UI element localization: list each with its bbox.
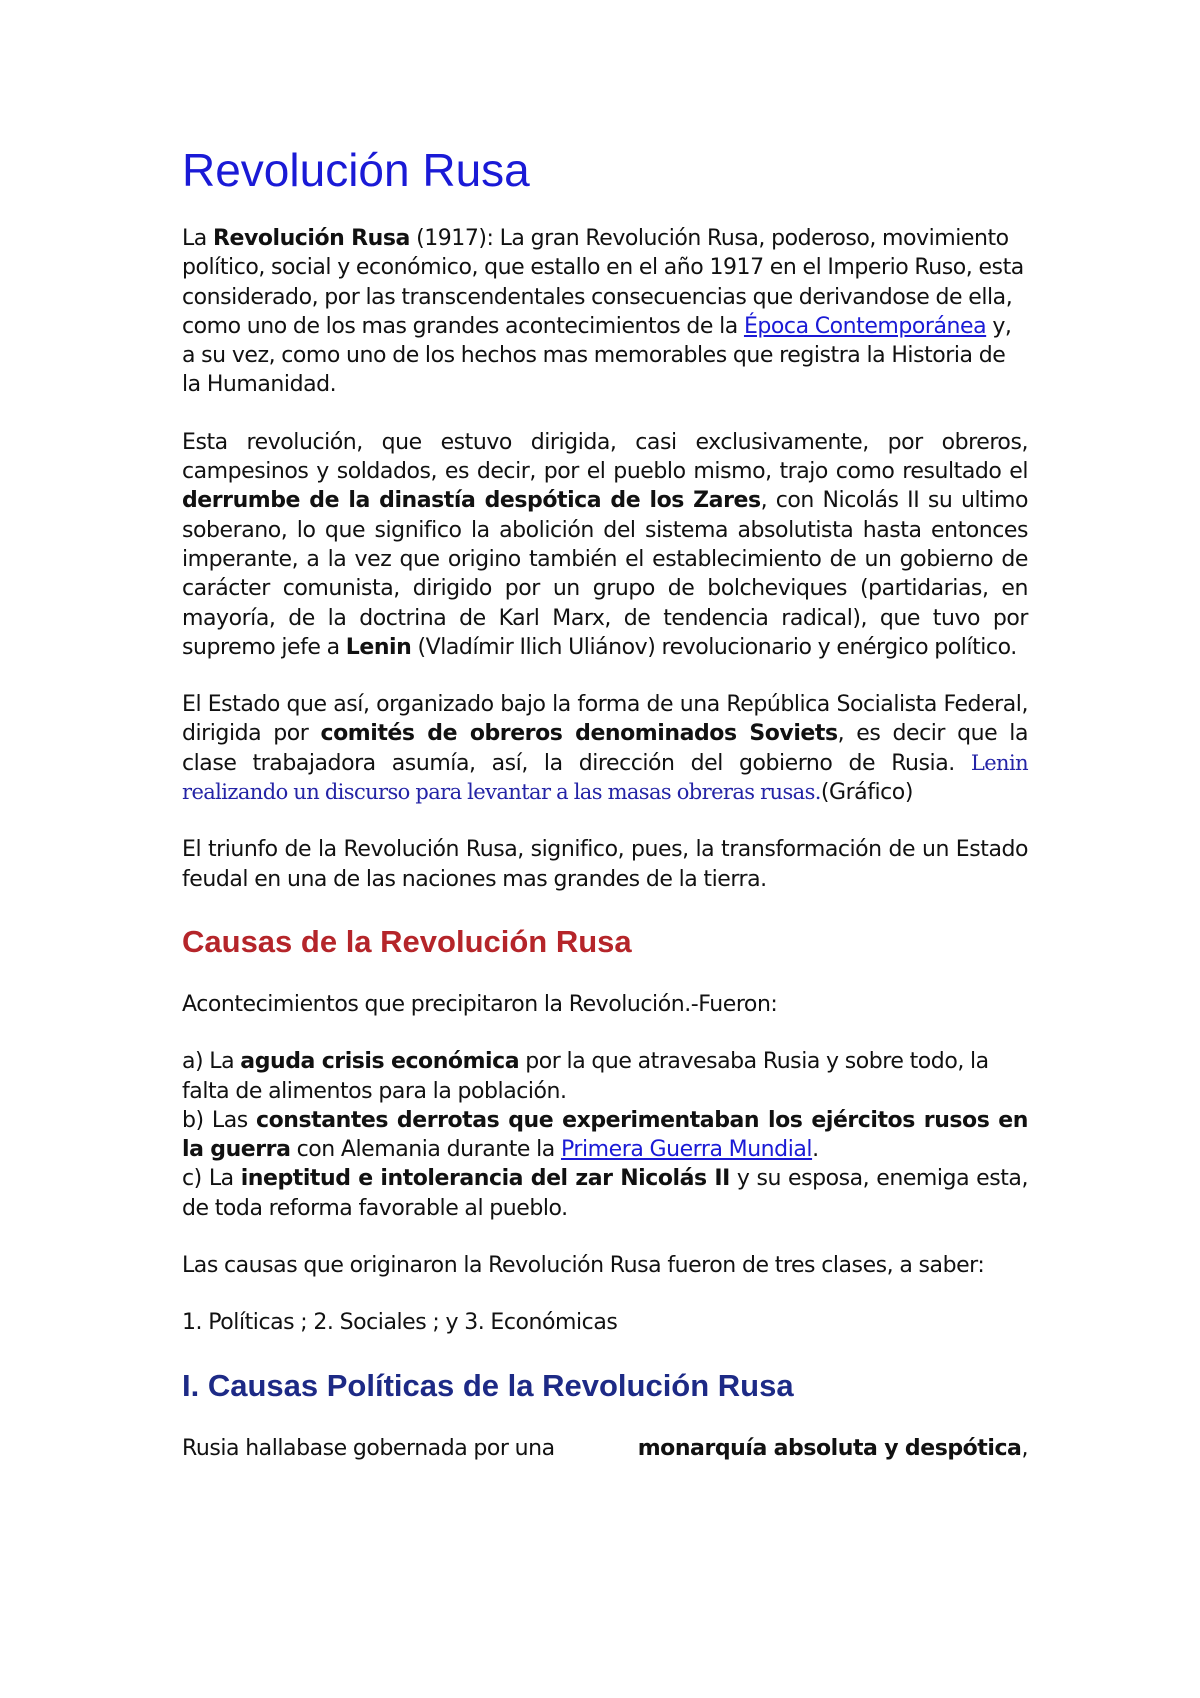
para3-text-mid: , es decir que la clase trabajadora asumía, así, la dirección del gobierno de Rusia. <box>182 721 1028 776</box>
para2-text-mid: , con Nicolás II su ultimo soberano, lo que significo la abolición del sistema absolutista hasta entonces imperante, a la vez que origino también el establecimiento de un gobierno de carácter comunista, dirigido por un grupo de bolcheviques (partidarias, en mayoría, de la doctrina de Karl Marx, de tendencia radical), que tuvo por supremo jefe a <box>182 488 1028 660</box>
list-item-a: a) La aguda crisis económica por la que atravesaba Rusia y sobre todo, la falta de alimentos para la población. <box>182 1049 989 1104</box>
lenin-bold: Lenin <box>345 634 412 660</box>
primera-guerra-mundial-link[interactable]: Primera Guerra Mundial <box>560 1137 813 1163</box>
intro-text: (1917): La gran Revolución Rusa, poderoso, movimiento político, social y económico, que estallo en el año 1917 en el Imperio Ruso, esta considerado, por las transcendentales consecuencias que derivandose de ella, como uno de los mas grandes acontecimientos de la <box>182 226 1024 339</box>
crisis-bold: aguda crisis económica <box>240 1049 520 1075</box>
epoca-contemporanea-link[interactable]: Época Contemporánea <box>743 313 987 339</box>
page-title: Revolución Rusa <box>182 144 530 196</box>
document-content <box>182 140 1028 1463</box>
last-paragraph: Rusia hallabase gobernada por una monarquía absoluta y despótica, <box>182 1434 1028 1463</box>
intro-paragraph <box>182 224 1028 400</box>
soviets-bold: comités de obreros denominados Soviets <box>320 721 838 747</box>
triunfo-paragraph: El triunfo de la Revolución Rusa, significo, pues, la transformación de un Estado feudal en una de las naciones mas grandes de la tierra. <box>182 837 1028 892</box>
para2-text: Esta revolución, que estuvo dirigida, casi exclusivamente, por obreros, campesinos y soldados, es decir, por el pueblo mismo, trajo como resultado el <box>182 429 1028 485</box>
list-item-b: b) Las constantes derrotas que experimentaban los ejércitos rusos en la guerra con Alemania durante la Primera Guerra Mundial. <box>182 1107 1028 1163</box>
image-caption: Lenin realizando un discurso para levantar a las masas obreras rusas. <box>182 750 1028 805</box>
zar-bold: ineptitud e intolerancia del zar Nicolás II <box>240 1166 730 1192</box>
derrotas-bold: constantes derrotas que experimentaban los ejércitos rusos en la guerra <box>182 1107 1028 1163</box>
grafico-label: (Gráfico) <box>820 780 913 806</box>
para2-text-end: (Vladímir Ilich Uliánov) revolucionario y enérgico político. <box>411 634 1017 660</box>
intro-text-end: y, a su vez, como uno de los hechos mas memorables que registra la Historia de la Humanidad. <box>182 313 1012 398</box>
intro-bold: Revolución Rusa <box>212 226 410 251</box>
acontecimientos-line: Acontecimientos que precipitaron la Revolución.-Fueron: <box>182 991 778 1017</box>
monarquia-bold: monarquía absoluta y despótica <box>637 1435 1022 1461</box>
para3-text: El Estado que así, organizado bajo la forma de una República Socialista Federal, dirigida por <box>182 692 1028 747</box>
zares-bold: derrumbe de la dinastía despótica de los Zares <box>182 488 761 514</box>
clases-list: 1. Políticas ; 2. Sociales ; y 3. Económicas <box>182 1310 618 1336</box>
intro-lead: La <box>182 226 213 251</box>
estado-paragraph <box>182 690 1028 807</box>
causas-clases-line: Las causas que originaron la Revolución Rusa fueron de tres clases, a saber: <box>182 1253 985 1279</box>
list-item-c: c) La ineptitud e intolerancia del zar Nicolás II y su esposa, enemiga esta, de toda reforma favorable al pueblo. <box>182 1166 1028 1221</box>
last-text: Rusia hallabase gobernada por una <box>182 1435 555 1461</box>
revolution-paragraph <box>182 428 1028 662</box>
heading-causas: Causas de la Revolución Rusa <box>182 923 632 959</box>
heading-politicas: I. Causas Políticas de la Revolución Rusa <box>182 1367 794 1403</box>
